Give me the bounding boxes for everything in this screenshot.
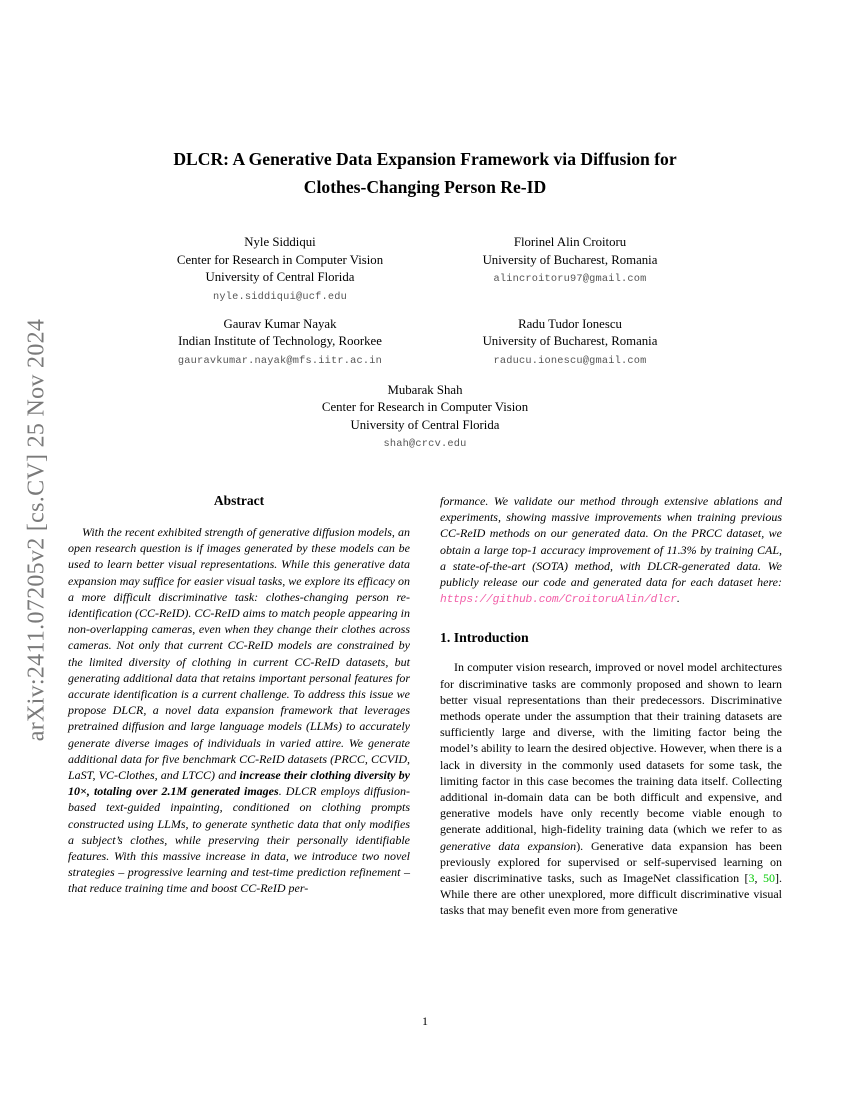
title-line-2: Clothes-Changing Person Re-ID bbox=[303, 177, 547, 197]
github-link[interactable]: https://github.com/CroitoruAlin/dlcr bbox=[440, 594, 677, 607]
author-name: Radu Tudor Ionescu bbox=[518, 316, 622, 331]
text-segment: , bbox=[754, 871, 764, 886]
author-block-radu-ionescu bbox=[425, 316, 715, 368]
author-block-nyle-siddiqui bbox=[135, 234, 425, 304]
citation-ref-50[interactable]: 50 bbox=[763, 871, 776, 886]
introduction-heading: 1. Introduction bbox=[440, 630, 529, 646]
text-segment: formance. We validate our method through extensive ablations and experiments, showing massive improvements when training previous CC-ReID methods on our generated data. On the PRCC dataset, we obtain a large top-1 accuracy improvement of 11.3% by training CAL, a state-of-the-art (SOTA) method, with DLCR-generated data. We publicly release our code and generated data for each dataset here: bbox=[440, 494, 782, 590]
text-segment: increase their clothing diversity by 10×, totaling over 2.1M generated images bbox=[68, 768, 410, 799]
introduction-paragraph bbox=[440, 659, 782, 918]
author-email: nyle.siddiqui@ucf.edu bbox=[213, 290, 347, 303]
author-affiliation: University of Central Florida bbox=[350, 417, 500, 432]
author-row-2 bbox=[135, 316, 715, 368]
text-segment: generative data expansion bbox=[440, 838, 577, 853]
author-email: gauravkumar.nayak@mfs.iitr.ac.in bbox=[177, 354, 383, 367]
text-segment: ]. While there are other unexplored, more difficult discriminative visual tasks that may benefit even more from generative bbox=[440, 871, 783, 918]
text-segment: With the recent exhibited strength of generative diffusion models, an open research question is if images generated by these models can be used to learn better visual representations. While this generative data expansion may suffice for easier visual tasks, we explore its efficacy on a more difficult discriminative task: clothes-changing person re-identification (CC-ReID). CC-ReID aims to match people appearing in non-overlapping cameras, even when they change their clothes across cameras. Not only that current CC-ReID models are constrained by the limited diversity of clothing in current CC-ReID datasets, but generating additional data that retains important personal features for accurate identification is a current challenge. To address this issue we propose DLCR, a novel data expansion framework that leverages pretrained diffusion and large language models (LLMs) to accurately generate diverse images of individuals in varied attire. We generate additional data for five benchmark CC-ReID datasets (PRCC, CCVID, LaST, VC-Clothes, and LTCC) and bbox=[68, 525, 410, 783]
author-affiliation: University of Central Florida bbox=[205, 270, 355, 284]
text-segment: In computer vision research, improved or novel model architectures for discriminative tasks are commonly proposed and shown to learn better visual representations than their predecessors. Discriminative methods operate under the assumption that their training datasets are sufficiently large and diverse, with the limiting factor being the model’s ability to learn the desired objective. However, when there is a lack in diversity in the commonly used datasets for some task, the limiting factor in this case becomes the training data itself. Collecting additional in-domain data can be both difficult and expensive, and generative models have only recently become viable enough to generate additional, high-fidelity training data (which we refer to as bbox=[440, 660, 782, 837]
author-affiliation: Center for Research in Computer Vision bbox=[321, 400, 529, 414]
author-affiliation: University of Bucharest, Romania bbox=[482, 252, 658, 267]
author-row-3 bbox=[135, 382, 715, 452]
citation-ref-3[interactable]: 3 bbox=[748, 871, 755, 886]
author-block-mubarak-shah bbox=[135, 382, 715, 452]
author-email: alincroitoru97@gmail.com bbox=[493, 273, 647, 285]
two-column-body bbox=[68, 493, 782, 919]
page-number: 1 bbox=[422, 1014, 428, 1028]
authors-section bbox=[135, 234, 715, 451]
author-affiliation: Center for Research in Computer Vision bbox=[176, 252, 384, 267]
left-column bbox=[68, 493, 410, 919]
abstract-heading: Abstract bbox=[213, 493, 265, 508]
author-row-1 bbox=[135, 234, 715, 304]
abstract-paragraph-right bbox=[440, 493, 782, 608]
right-column bbox=[440, 493, 782, 919]
author-block-gaurav-nayak bbox=[135, 316, 425, 368]
paper-title bbox=[0, 145, 850, 201]
text-segment: . DLCR employs diffusion-based text-guided inpainting, conditioned on clothing prompts constructed using LLMs, to generate synthetic data that only modifies a subject’s clothes, while preserving their personally identifiable features. With this massive increase in data, we introduce two novel strategies – progressive learning and test-time prediction refinement – that reduce training time and boost CC-ReID per- bbox=[68, 784, 410, 896]
title-block bbox=[0, 0, 850, 201]
author-affiliation: Indian Institute of Technology, Roorkee bbox=[178, 334, 382, 348]
arxiv-stamp: arXiv:2411.07205v2 [cs.CV] 25 Nov 2024 bbox=[23, 318, 50, 742]
title-line-1: DLCR: A Generative Data Expansion Framework via Diffusion for bbox=[173, 149, 677, 169]
author-affiliation: University of Bucharest, Romania bbox=[482, 334, 658, 348]
author-block-florinel-croitoru bbox=[425, 234, 715, 304]
author-name: Florinel Alin Croitoru bbox=[513, 235, 627, 249]
author-email: raducu.ionescu@gmail.com bbox=[493, 354, 647, 367]
text-segment: . bbox=[676, 591, 680, 606]
author-name: Mubarak Shah bbox=[387, 382, 463, 397]
abstract-paragraph-left bbox=[68, 524, 410, 897]
author-name: Nyle Siddiqui bbox=[244, 235, 316, 249]
text-segment: ). Generative data expansion has been previously explored for supervised or self-supervised learning on easier discriminative tasks, such as ImageNet classification [ bbox=[440, 838, 782, 886]
author-name: Gaurav Kumar Nayak bbox=[223, 316, 337, 331]
author-email: shah@crcv.edu bbox=[383, 438, 467, 450]
